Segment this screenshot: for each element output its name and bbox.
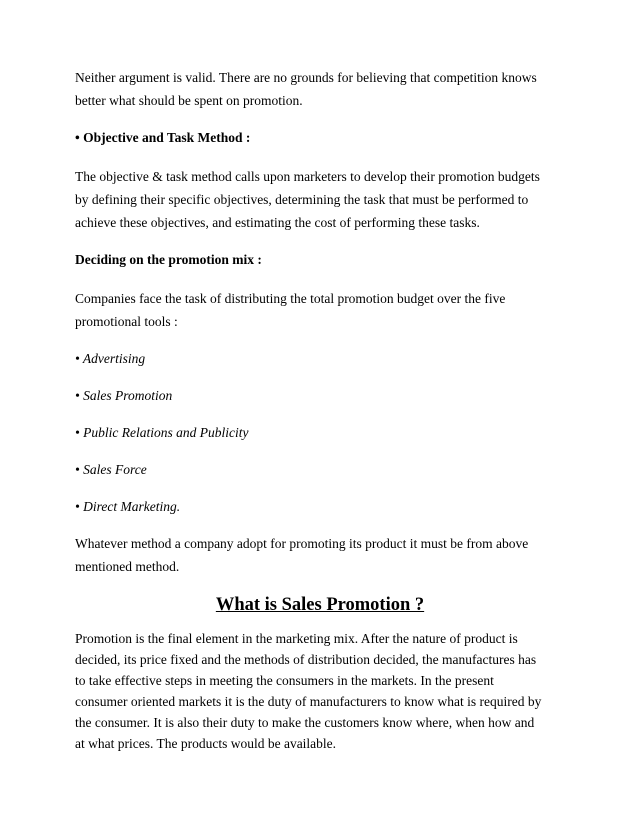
text-line: to take effective steps in meeting the consumers in the markets. In the present bbox=[75, 673, 494, 688]
text-line: better what should be spent on promotion. bbox=[75, 93, 303, 108]
text-line: mentioned method. bbox=[75, 559, 180, 574]
document-page bbox=[75, 66, 565, 768]
text-line: Companies face the task of distributing the total promotion budget over the five bbox=[75, 291, 506, 306]
text-line: achieve these objectives, and estimating the cost of performing these tasks. bbox=[75, 215, 480, 230]
text-line: Promotion is the final element in the marketing mix. After the nature of product is bbox=[75, 631, 518, 646]
text-line: Neither argument is valid. There are no grounds for believing that competition knows bbox=[75, 70, 537, 85]
section-title: What is Sales Promotion ? bbox=[215, 595, 425, 615]
list-item-public-relations: • Public Relations and Publicity bbox=[75, 425, 249, 440]
intro-paragraph bbox=[75, 66, 565, 112]
objective-paragraph bbox=[75, 165, 565, 234]
list-item-sales-promotion: • Sales Promotion bbox=[75, 388, 173, 403]
list-item-sales-force: • Sales Force bbox=[75, 462, 147, 477]
text-line: The objective & task method calls upon marketers to develop their promotion budgets bbox=[75, 169, 540, 184]
text-line: at what prices. The products would be available. bbox=[75, 736, 337, 751]
promotion-mix-heading: Deciding on the promotion mix : bbox=[75, 252, 262, 267]
list-item-direct-marketing: • Direct Marketing. bbox=[75, 499, 181, 514]
text-line: Whatever method a company adopt for promoting its product it must be from above bbox=[75, 536, 529, 551]
promotion-mix-paragraph bbox=[75, 287, 565, 333]
closing-paragraph bbox=[75, 532, 565, 578]
sales-promotion-paragraph bbox=[75, 628, 565, 754]
text-line: promotional tools : bbox=[75, 314, 178, 329]
objective-heading: • Objective and Task Method : bbox=[75, 130, 251, 145]
text-line: consumer oriented markets it is the duty of manufacturers to know what is required by bbox=[75, 694, 542, 709]
list-item-advertising: • Advertising bbox=[75, 351, 146, 366]
text-line: the consumer. It is also their duty to make the customers know where, when how and bbox=[75, 715, 535, 730]
text-line: by defining their specific objectives, determining the task that must be performed to bbox=[75, 192, 529, 207]
text-line: decided, its price fixed and the methods of distribution decided, the manufactures has bbox=[75, 652, 537, 667]
